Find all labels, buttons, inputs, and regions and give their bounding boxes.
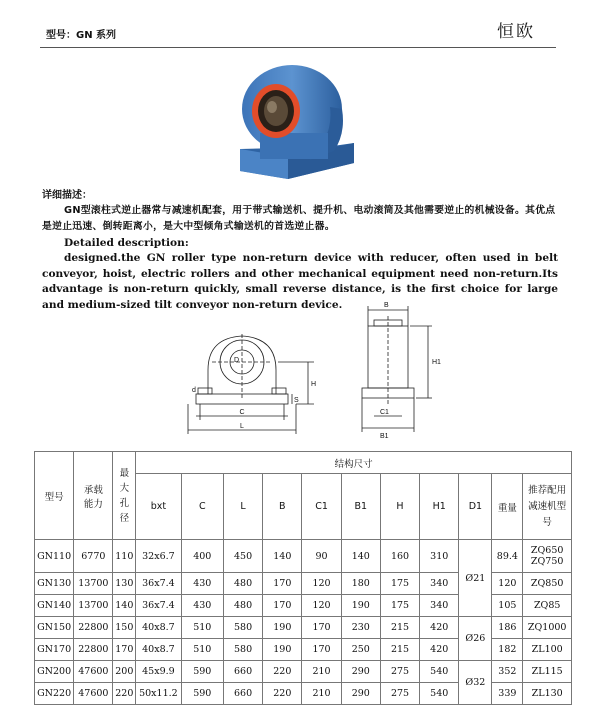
cell-b: 220 xyxy=(263,683,302,705)
table-row xyxy=(35,617,572,639)
product-photo xyxy=(230,63,364,181)
reducer-model: ZQ650 xyxy=(530,545,564,556)
cell-b1: 230 xyxy=(341,617,380,639)
cell-c1: 170 xyxy=(302,617,341,639)
cell-max-bore: 220 xyxy=(113,683,136,705)
cell-reducer xyxy=(523,639,572,661)
cell-reducer xyxy=(523,617,572,639)
cell-c1: 120 xyxy=(302,595,341,617)
cell-max-bore: 170 xyxy=(113,639,136,661)
cell-b1: 290 xyxy=(341,683,380,705)
dim-label-C1: C1 xyxy=(380,409,389,416)
reducer-model: ZL130 xyxy=(531,688,563,699)
cell-c1: 90 xyxy=(302,540,341,573)
cell-reducer xyxy=(523,595,572,617)
cell-weight: 339 xyxy=(492,683,523,705)
dim-label-B1: B1 xyxy=(380,433,389,440)
cell-c1: 120 xyxy=(302,573,341,595)
cell-max-bore: 110 xyxy=(113,540,136,573)
dim-label-S: S xyxy=(294,397,299,404)
reducer-model: ZQ85 xyxy=(533,600,561,611)
reducer-model: ZL100 xyxy=(531,644,563,655)
reducer-model: ZL115 xyxy=(531,666,563,677)
cell-weight: 182 xyxy=(492,639,523,661)
cell-model: GN200 xyxy=(35,661,74,683)
cell-bxt: 40x8.7 xyxy=(136,639,181,661)
col-header-b1: B1 xyxy=(341,474,380,540)
cell-max-bore: 150 xyxy=(113,617,136,639)
cell-capacity: 47600 xyxy=(74,683,113,705)
dim-label-L: L xyxy=(240,423,244,430)
cell-c: 430 xyxy=(181,573,223,595)
col-header-dims-group: 结构尺寸 xyxy=(136,452,572,474)
cell-h: 175 xyxy=(380,573,419,595)
header-divider xyxy=(40,47,556,48)
cell-capacity: 22800 xyxy=(74,617,113,639)
col-header-capacity: 承载能力 xyxy=(74,452,113,540)
col-header-d1: D1 xyxy=(459,474,492,540)
col-header-b: B xyxy=(263,474,302,540)
cell-weight: 89.4 xyxy=(492,540,523,573)
col-header-weight: 重量 xyxy=(492,474,523,540)
cell-h1: 420 xyxy=(420,639,459,661)
cell-b: 190 xyxy=(263,639,302,661)
cell-c: 430 xyxy=(181,595,223,617)
cell-h1: 310 xyxy=(420,540,459,573)
dim-label-D: D xyxy=(234,357,240,364)
cell-b: 170 xyxy=(263,573,302,595)
cell-weight: 120 xyxy=(492,573,523,595)
table-row xyxy=(35,683,572,705)
dim-label-C: C xyxy=(239,409,245,416)
cell-model: GN170 xyxy=(35,639,74,661)
cell-h: 215 xyxy=(380,639,419,661)
cell-l: 660 xyxy=(223,661,262,683)
front-view xyxy=(188,334,317,434)
description-title-cn: 详细描述： xyxy=(42,190,92,201)
description xyxy=(42,188,558,313)
reducer-model: ZQ1000 xyxy=(527,622,567,633)
model-series-label: 型号：GN 系列 xyxy=(46,30,117,41)
cell-l: 660 xyxy=(223,683,262,705)
table-row xyxy=(35,661,572,683)
cell-b1: 180 xyxy=(341,573,380,595)
reducer-model: ZQ850 xyxy=(530,578,564,589)
cell-model: GN140 xyxy=(35,595,74,617)
page-header xyxy=(0,0,594,48)
col-header-model: 型号 xyxy=(35,452,74,540)
cell-b1: 250 xyxy=(341,639,380,661)
cell-reducer xyxy=(523,683,572,705)
cell-l: 580 xyxy=(223,617,262,639)
cell-max-bore: 200 xyxy=(113,661,136,683)
cell-c: 590 xyxy=(181,683,223,705)
cell-capacity: 6770 xyxy=(74,540,113,573)
cell-h1: 340 xyxy=(420,595,459,617)
cell-max-bore: 140 xyxy=(113,595,136,617)
cell-b: 190 xyxy=(263,617,302,639)
cell-b: 140 xyxy=(263,540,302,573)
cell-model: GN110 xyxy=(35,540,74,573)
table-row xyxy=(35,595,572,617)
cell-capacity: 13700 xyxy=(74,573,113,595)
cell-h: 275 xyxy=(380,683,419,705)
cell-model: GN130 xyxy=(35,573,74,595)
table-row xyxy=(35,573,572,595)
cell-l: 580 xyxy=(223,639,262,661)
reducer-model: ZQ750 xyxy=(530,556,564,567)
cell-h: 175 xyxy=(380,595,419,617)
cell-h1: 340 xyxy=(420,573,459,595)
cell-c: 510 xyxy=(181,639,223,661)
cell-bxt: 36x7.4 xyxy=(136,595,181,617)
description-title-en: Detailed description: xyxy=(64,237,189,249)
cell-h: 275 xyxy=(380,661,419,683)
cell-capacity: 22800 xyxy=(74,639,113,661)
cell-d1: Ø32 xyxy=(459,661,492,705)
cell-b: 220 xyxy=(263,661,302,683)
cell-weight: 105 xyxy=(492,595,523,617)
spec-table-body xyxy=(35,540,572,705)
cell-h1: 540 xyxy=(420,661,459,683)
cell-d1: Ø26 xyxy=(459,617,492,661)
col-header-h1: H1 xyxy=(420,474,459,540)
cell-model: GN150 xyxy=(35,617,74,639)
cell-c: 590 xyxy=(181,661,223,683)
description-body-cn: GN型滚柱式逆止器常与减速机配套，用于带式输送机、提升机、电动滚筒及其他需要逆止的机械设备。其优点是逆止迅速、倒转距离小，是大中型倾角式输送机的首选逆止器。 xyxy=(42,205,556,232)
cell-c1: 210 xyxy=(302,683,341,705)
cell-capacity: 47600 xyxy=(74,661,113,683)
col-header-c1: C1 xyxy=(302,474,341,540)
cell-bxt: 32x6.7 xyxy=(136,540,181,573)
col-header-l: L xyxy=(223,474,262,540)
cell-bxt: 36x7.4 xyxy=(136,573,181,595)
cell-l: 480 xyxy=(223,573,262,595)
cell-weight: 186 xyxy=(492,617,523,639)
cell-c1: 210 xyxy=(302,661,341,683)
cell-h1: 420 xyxy=(420,617,459,639)
cell-bxt: 45x9.9 xyxy=(136,661,181,683)
cell-h: 160 xyxy=(380,540,419,573)
cell-c1: 170 xyxy=(302,639,341,661)
cell-reducer xyxy=(523,573,572,595)
col-header-max-bore: 最大孔径 xyxy=(113,452,136,540)
cell-b1: 190 xyxy=(341,595,380,617)
cell-capacity: 13700 xyxy=(74,595,113,617)
cell-h1: 540 xyxy=(420,683,459,705)
cell-h: 215 xyxy=(380,617,419,639)
col-header-reducer: 推荐配用减速机型号 xyxy=(523,474,572,540)
brand-name: 恒欧 xyxy=(497,22,535,42)
cell-l: 480 xyxy=(223,595,262,617)
cell-c: 510 xyxy=(181,617,223,639)
side-view xyxy=(362,306,432,432)
cell-b1: 290 xyxy=(341,661,380,683)
dimension-drawing xyxy=(168,298,448,444)
cell-model: GN220 xyxy=(35,683,74,705)
col-header-h: H xyxy=(380,474,419,540)
table-row xyxy=(35,540,572,573)
dim-label-d: d xyxy=(192,387,196,394)
table-row xyxy=(35,639,572,661)
cell-b: 170 xyxy=(263,595,302,617)
cell-bxt: 40x8.7 xyxy=(136,617,181,639)
cell-l: 450 xyxy=(223,540,262,573)
cell-weight: 352 xyxy=(492,661,523,683)
description-body-en: designed.the GN roller type non-return device with reducer, often used in belt conveyor, hoist, electric rollers and other mechanical equipment need non-return.Its advantage is non-return quickly, small reverse distance, is the first choice for large and medium-sized tilt conveyor non-return device. xyxy=(42,252,558,311)
cell-reducer xyxy=(523,540,572,573)
col-header-bxt: bxt xyxy=(136,474,181,540)
cell-bxt: 50x11.2 xyxy=(136,683,181,705)
dim-label-H: H xyxy=(311,381,317,388)
cell-b1: 140 xyxy=(341,540,380,573)
cell-max-bore: 130 xyxy=(113,573,136,595)
cell-reducer xyxy=(523,661,572,683)
dim-label-H1: H1 xyxy=(432,359,441,366)
dim-label-B: B xyxy=(384,302,389,309)
cell-c: 400 xyxy=(181,540,223,573)
spec-table xyxy=(34,451,572,705)
cell-d1: Ø21 xyxy=(459,540,492,617)
col-header-c: C xyxy=(181,474,223,540)
